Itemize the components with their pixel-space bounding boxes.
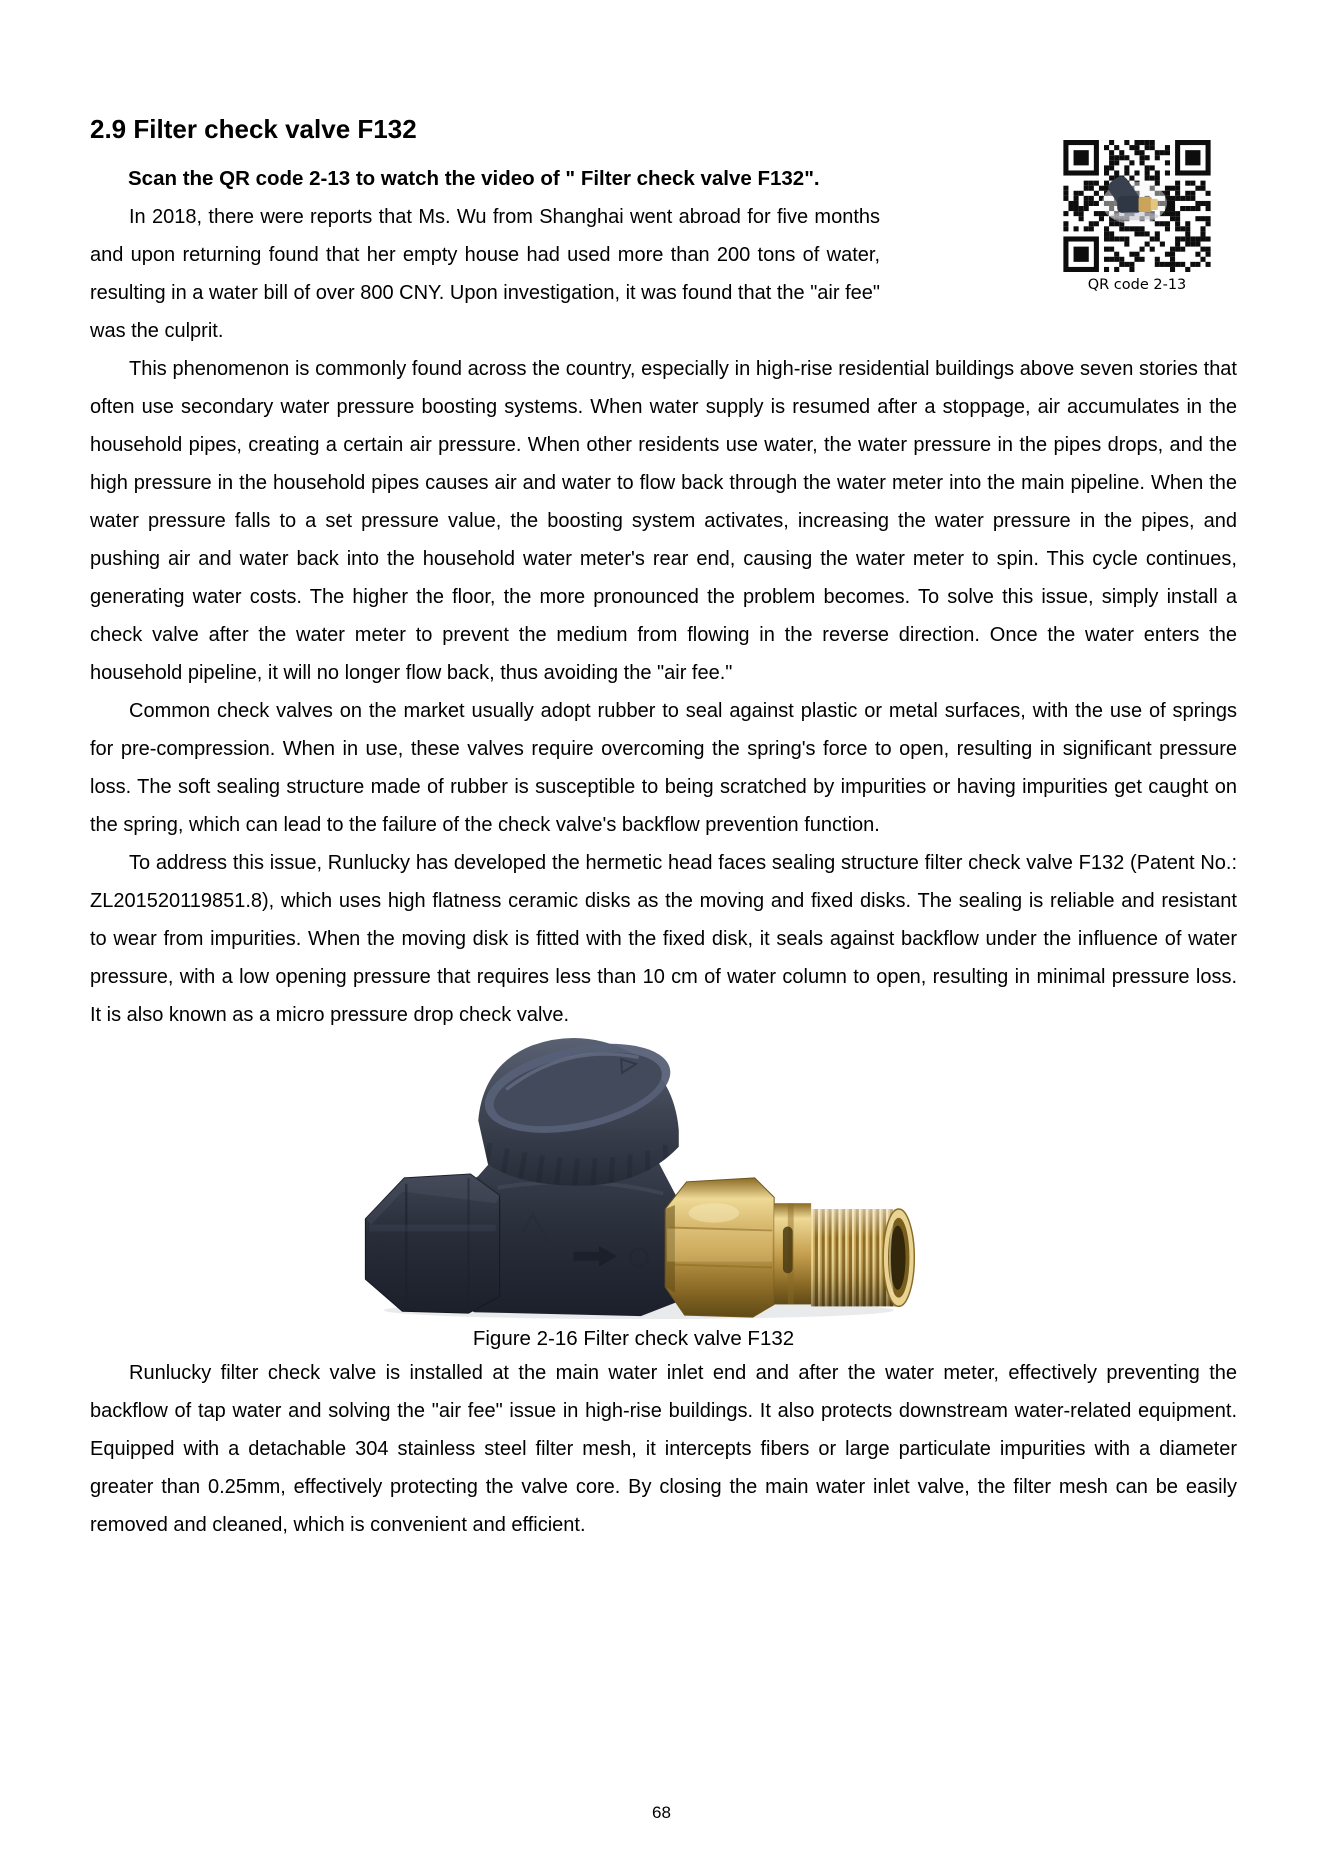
valve-photo-svg xyxy=(344,1028,924,1320)
paragraph-5: Runlucky filter check valve is installed at the main water inlet end and after the water meter, effectively preventing the backflow of tap water and solving the "air fee" issue in high-rise buildings. It also protects downstream water-related equipment. Equipped with a detachable 304 stainless steel filter mesh, it intercepts fibers or large particulate impurities with a diameter greater than 0.25mm, effectively protecting the valve core. By closing the main water inlet valve, the filter mesh can be easily removed and cleaned, which is convenient and efficient. xyxy=(90,1362,1237,1536)
brass-collar xyxy=(774,1203,811,1304)
figure-caption: Figure 2-16 Filter check valve F132 xyxy=(472,1327,795,1350)
paragraph-3: Common check valves on the market usually adopt rubber to seal against plastic or metal surfaces, with the use of springs for pre-compression. When in use, these valves require overcoming the spring's force to open, resulting in significant pressure loss. The soft sealing structure made of rubber is susceptible to being scratched by impurities or having impurities get caught on the spring, which can lead to the failure of the check valve's backflow prevention function. xyxy=(90,700,1237,836)
paragraph-1: In 2018, there were reports that Ms. Wu from Shanghai went abroad for five months and upon returning found that her empty house had used more than 200 tons of water, resulting in a water bill of over 800 CNY. Upon investigation, it was found that the "air fee" was the culprit. xyxy=(90,206,880,342)
brass-hex-nut xyxy=(665,1178,774,1317)
valve-cap xyxy=(476,1029,678,1195)
qr-caption: QR code 2-13 xyxy=(1087,277,1187,293)
paragraph-2: This phenomenon is commonly found across the country, especially in high-rise residential buildings above seven stories that often use secondary water pressure boosting systems. When water supply is resumed after a stoppage, air accumulates in the household pipes, creating a certain air pressure. When other residents use water, the water pressure in the pipes drops, and the high pressure in the household pipes causes air and water to flow back through the water meter into the main pipeline. When the water pressure falls to a set pressure value, the boosting system activates, increasing the water pressure in the pipes, and pushing air and water back into the household water meter's rear end, causing the water meter to spin. This cycle continues, generating water costs. The higher the floor, the more pronounced the problem becomes. To solve this issue, simply install a check valve after the water meter to prevent the medium from flowing in the reverse direction. Once the water enters the household pipeline, it will no longer flow back, thus avoiding the "air fee." xyxy=(90,358,1237,684)
page-number: 68 xyxy=(652,1803,671,1822)
scan-instruction: Scan the QR code 2-13 to watch the video of " Filter check valve F132". xyxy=(128,167,820,190)
section-content xyxy=(90,112,1237,1544)
section-heading: 2.9 Filter check valve F132 xyxy=(90,114,417,144)
valve-figure xyxy=(90,1028,1237,1354)
left-hex-nut xyxy=(365,1174,499,1313)
pipe-end-opening xyxy=(883,1209,914,1306)
paragraph-4: To address this issue, Runlucky has developed the hermetic head faces sealing structure filter check valve F132 (Patent No.: ZL201520119851.8), which uses high flatness ceramic disks as the moving and fixed disks. The sealing is reliable and resistant to wear from impurities. When the moving disk is fitted with the fixed disk, it seals against backflow under the influence of water pressure, with a low opening pressure that requires less than 10 cm of water column to open, resulting in minimal pressure loss. It is also known as a micro pressure drop check valve. xyxy=(90,852,1237,1026)
lead-paragraph-wrap xyxy=(90,198,880,350)
